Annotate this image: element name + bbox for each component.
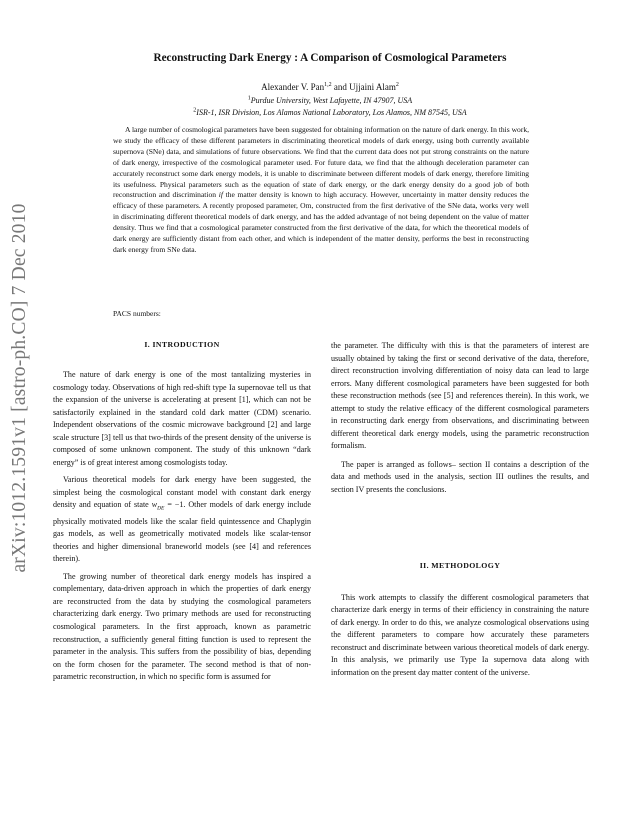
- abstract-text: A large number of cosmological parameters have been suggested for obtaining information on the nature of dark energy. In this work, we study the efficacy of these different parameters in discriminating theoretical models of dark energy, using both currently available supernova (SNe) data, and simulations of future observations. We find that the current data does not put strong constraints on the nature of dark energy, irrespective of the cosmological parameter used. For future data, we find that the although deceleration parameter can accurately reconstruct some dark energy models, it is unable to discriminate between different models of dark energy, therefore limiting its usefulness. Physical parameters such as the equation of state of dark energy, or the dark energy density do a good job of both reconstruction and discrimination: [113, 125, 529, 200]
- equation-of-state-subscript: DE: [157, 506, 165, 513]
- affiliation-2: [70, 108, 590, 117]
- paragraph-text: Various theoretical models for dark energy have been suggested, the simplest being the cosmological constant model with constant dark energy density and equation of state: [53, 475, 311, 510]
- affiliation-mark: 1: [247, 95, 251, 102]
- affiliation-text: Purdue University, West Lafayette, IN 47907, USA: [250, 96, 413, 105]
- abstract-emphasis: if: [218, 190, 223, 200]
- author-affiliation-mark: 1,2: [324, 82, 332, 88]
- author-name: Alexander V. Pan: [261, 82, 325, 92]
- methodology-paragraph-1: This work attempts to classify the different cosmological parameters that characterize dark energy in terms of their efficiency in constraining the nature of dark energy. In order to do this, we analyze cosmological observations using the different parameters to compare how accurately these parameters reconstruct and discriminate between various theoretical models of dark energy. In this analysis, we primarily use Type Ia supernova data along with information on the present day matter content of the universe.: [331, 592, 589, 677]
- equation-value: = −1: [164, 500, 184, 510]
- right-column: [331, 340, 589, 679]
- intro-paragraph-2: [53, 474, 311, 565]
- intro-paragraph-4: The paper is arranged as follows– section II contains a description of the data and methods used in the analysis, section III outlines the results, and section IV presents the conclusions.: [331, 459, 589, 495]
- section-heading-methodology: II. METHODOLOGY: [419, 560, 501, 570]
- author-conjunction: and: [331, 82, 350, 92]
- equation-of-state-symbol: w: [151, 500, 158, 510]
- affiliation-text: ISR-1, ISR Division, Los Alamos National Laboratory, Los Alamos, NM 87545, USA: [196, 108, 467, 117]
- author-line: [70, 82, 590, 92]
- abstract-text: the matter density is known to high accuracy. However, uncertainty in matter density reduces the efficacy of these parameters. A recently proposed parameter, Om, constructed from the first derivative of the SNe data, works very well in discriminating different theoretical models of dark energy, and has the added advantage of not being dependent on the value of matter density. Thus we find that a cosmological parameter constructed from the first derivative of the data, for which the theoretical models of dark energy are sufficiently distant from each other, and which is independent of the matter density, performs the best in reconstructing dark energy from SNe data.: [113, 190, 529, 254]
- section-heading-introduction: I. INTRODUCTION: [144, 340, 220, 349]
- abstract: [113, 125, 529, 256]
- paper-title: Reconstructing Dark Energy : A Comparison of Cosmological Parameters: [153, 52, 507, 64]
- arxiv-identifier-text: arXiv:1012.1591v1 [astro-ph.CO] 7 Dec 2010: [9, 203, 30, 573]
- arxiv-identifier-stamp: [6, 168, 34, 608]
- left-column: [53, 340, 311, 684]
- affiliation-mark: 2: [193, 107, 197, 114]
- intro-paragraph-3-continued: the parameter. The difficulty with this is that the parameters of interest are usually obtained by taking the first or second derivative of the data, therefore, direct reconstruction involving differentiation of noisy data can lead to large errors. Many different cosmological parameters have been suggested for both these reconstruction methods (see [5] and references therein). In this work, we attempt to study the relative efficacy of the different cosmological parameters in reconstructing dark energy from observations, and discriminating between different theoretical dark energy models, using the parametric reconstruction formalism.: [331, 341, 589, 451]
- pacs-numbers: PACS numbers:: [113, 309, 161, 318]
- intro-paragraph-3: The growing number of theoretical dark energy models has inspired a complementary, data-driven approach in which the properties of dark energy are reconstructed from the data by studying the cosmological parameters characterizing dark energy. Two primary methods are used for reconstructing cosmological parameters. In the first approach, known as parametric reconstruction, a sufficiently general fitting function is used to represent the parameter in the analysis. This suffers from the possibility of bias, depending on the form chosen for the parameter. The second method is that of non-parametric reconstruction, in which no specific form is assumed for: [53, 571, 311, 682]
- affiliation-1: [70, 96, 590, 105]
- intro-paragraph-1: The nature of dark energy is one of the most tantalizing mysteries in cosmology today. Observations of high red-shift type Ia supernovae tell us that the expansion of the universe is accelerating at present [1], which can not be satisfactorily explained in the standard cold dark matter (CDM) scenario. Independent observations of the cosmic microwave background [2] and large scale structure [3] tell us that two-thirds of the present density of the universe is composed of some unknown component. The study of this unknown “dark energy” is of great interest among cosmologists today.: [53, 370, 311, 467]
- paragraph-text: . Other models of dark energy include physically motivated models like the scalar field quintessence and Chaplygin gas models, as well as geometrically motivated models like scalar-tensor theories and higher dimensional braneworld models (see [4] and references therein).: [53, 500, 311, 564]
- author-affiliation-mark: 2: [395, 82, 399, 88]
- author-name: Ujjaini Alam: [349, 82, 396, 92]
